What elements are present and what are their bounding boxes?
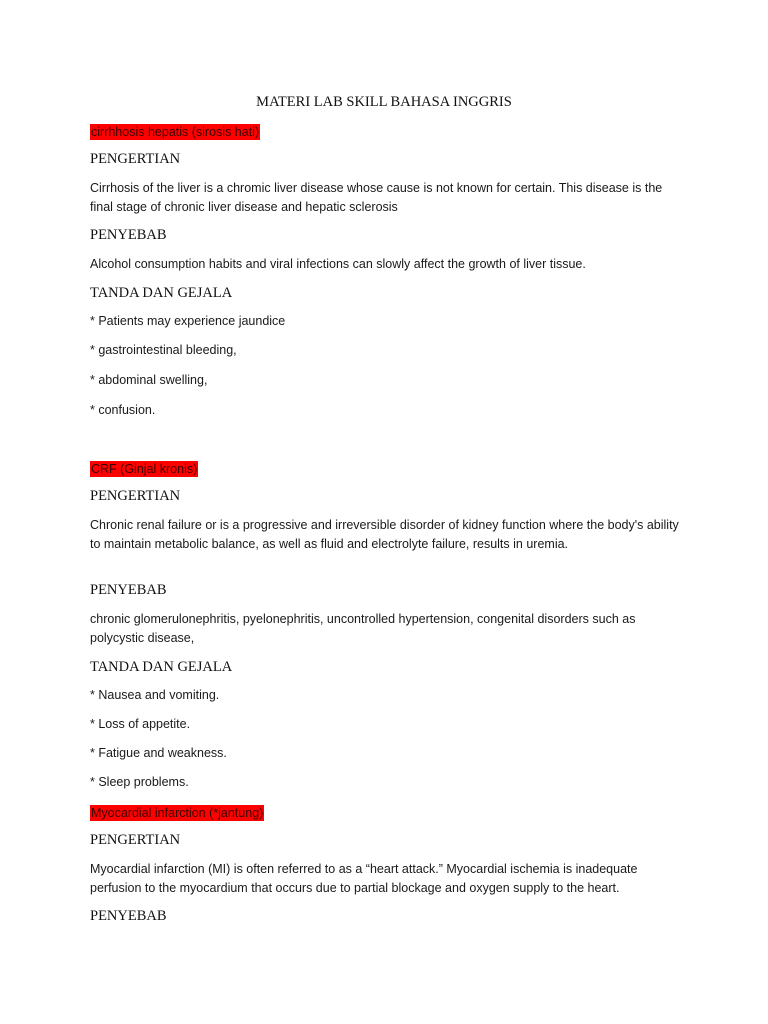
symptom-item: * Fatigue and weakness. — [90, 746, 227, 760]
definition-paragraph: Chronic renal failure or is a progressive and irreversible disorder of kidney function where the body's ability to maintain metabolic balance, as well as fluid and electrolyte failure, results in uremia. — [90, 518, 679, 551]
cause-heading: PENYEBAB — [90, 227, 167, 243]
cause-heading: PENYEBAB — [90, 582, 167, 598]
topic-label: CRF (Ginjal kronis) — [91, 462, 198, 476]
section-topic-highlight — [90, 123, 260, 141]
cause-paragraph: Alcohol consumption habits and viral infections can slowly affect the growth of liver tissue. — [90, 257, 586, 271]
cause-paragraph: chronic glomerulonephritis, pyelonephritis, uncontrolled hypertension, congenital disorders such as polycystic disease, — [90, 612, 636, 645]
definition-paragraph: Myocardial infarction (MI) is often referred to as a “heart attack.” Myocardial ischemia is inadequate perfusion to the myocardium that occurs due to partial blockage and oxygen supply to the heart. — [90, 862, 638, 895]
symptom-item: * Nausea and vomiting. — [90, 688, 220, 702]
symptom-item: * confusion. — [90, 403, 156, 417]
symptoms-heading: TANDA DAN GEJALA — [90, 285, 233, 301]
symptoms-heading: TANDA DAN GEJALA — [90, 659, 233, 675]
symptom-item: * gastrointestinal bleeding, — [90, 343, 237, 357]
topic-label: Myocardial infarction (*jantung) — [91, 806, 264, 820]
section-topic-highlight — [90, 460, 198, 478]
definition-heading: PENGERTIAN — [90, 151, 181, 167]
section-topic-highlight — [90, 804, 264, 822]
definition-heading: PENGERTIAN — [90, 832, 181, 848]
definition-heading: PENGERTIAN — [90, 488, 181, 504]
symptom-item: * Loss of appetite. — [90, 717, 191, 731]
symptom-item: * abdominal swelling, — [90, 373, 208, 387]
document-title: MATERI LAB SKILL BAHASA INGGRIS — [256, 94, 512, 110]
symptom-item: * Patients may experience jaundice — [90, 314, 286, 328]
topic-label: cirrhhosis hepatis (sirosis hati) — [91, 125, 260, 139]
symptom-item: * Sleep problems. — [90, 775, 189, 789]
cause-heading: PENYEBAB — [90, 908, 167, 924]
definition-paragraph: Cirrhosis of the liver is a chromic liver disease whose cause is not known for certain. This disease is the final stage of chronic liver disease and hepatic sclerosis — [90, 181, 663, 214]
